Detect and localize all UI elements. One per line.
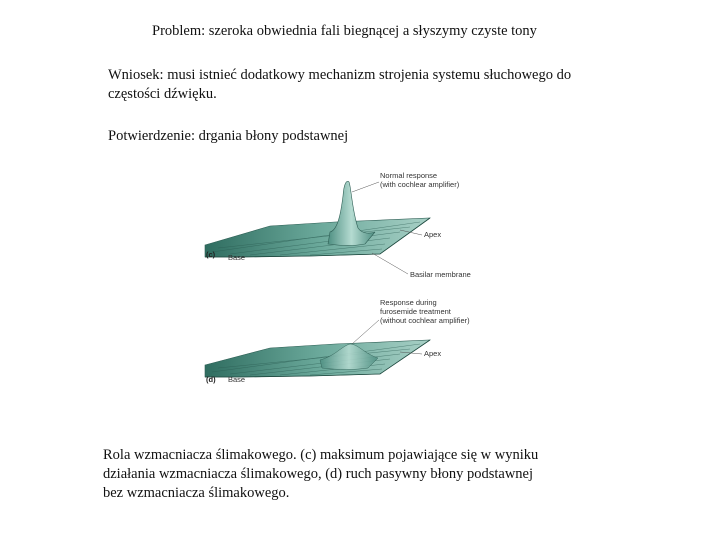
apex-label-d: Apex: [424, 349, 442, 358]
panel-d: [205, 298, 470, 384]
caption-line-3: bez wzmacniacza ślimakowego.: [103, 485, 290, 501]
problem-statement: Problem: szeroka obwiednia fali biegnącej a słyszymy czyste tony: [152, 23, 537, 39]
conclusion-line-2: częstości dźwięku.: [108, 86, 217, 102]
membrane-surface-d: [205, 340, 430, 377]
basilar-membrane-label: Basilar membrane: [410, 270, 471, 279]
base-label-c: Base: [228, 253, 246, 262]
apex-label-c: Apex: [424, 230, 442, 239]
normal-response-label-2: (with cochlear amplifier): [380, 180, 460, 189]
normal-response-label-1: Normal response: [380, 171, 438, 180]
amplified-peak: [328, 181, 375, 245]
response-leader-d: [352, 320, 379, 344]
response-leader-c: [352, 182, 379, 192]
conclusion-text: [108, 66, 571, 104]
furosemide-label-3: (without cochlear amplifier): [380, 316, 470, 325]
confirmation-text: Potwierdzenie: drgania błony podstawnej: [108, 128, 349, 144]
furosemide-label-1: Response during: [380, 298, 437, 307]
panel-c: [205, 171, 471, 279]
furosemide-label-2: furosemide treatment: [380, 307, 451, 316]
membrane-leader: [372, 253, 408, 274]
panel-label-d: (d): [206, 375, 216, 384]
caption-line-2: działania wzmacniacza ślimakowego, (d) ruch pasywny błony podstawnej: [103, 466, 534, 482]
base-label-d: Base: [228, 375, 246, 384]
basilar-membrane-figure: [200, 160, 520, 420]
figure-caption: [103, 446, 538, 503]
caption-line-1: Rola wzmacniacza ślimakowego. (c) maksimum pojawiające się w wyniku: [103, 447, 539, 463]
conclusion-line-1: Wniosek: musi istnieć dodatkowy mechanizm strojenia systemu słuchowego do: [108, 67, 572, 83]
panel-label-c: (c): [206, 250, 216, 259]
